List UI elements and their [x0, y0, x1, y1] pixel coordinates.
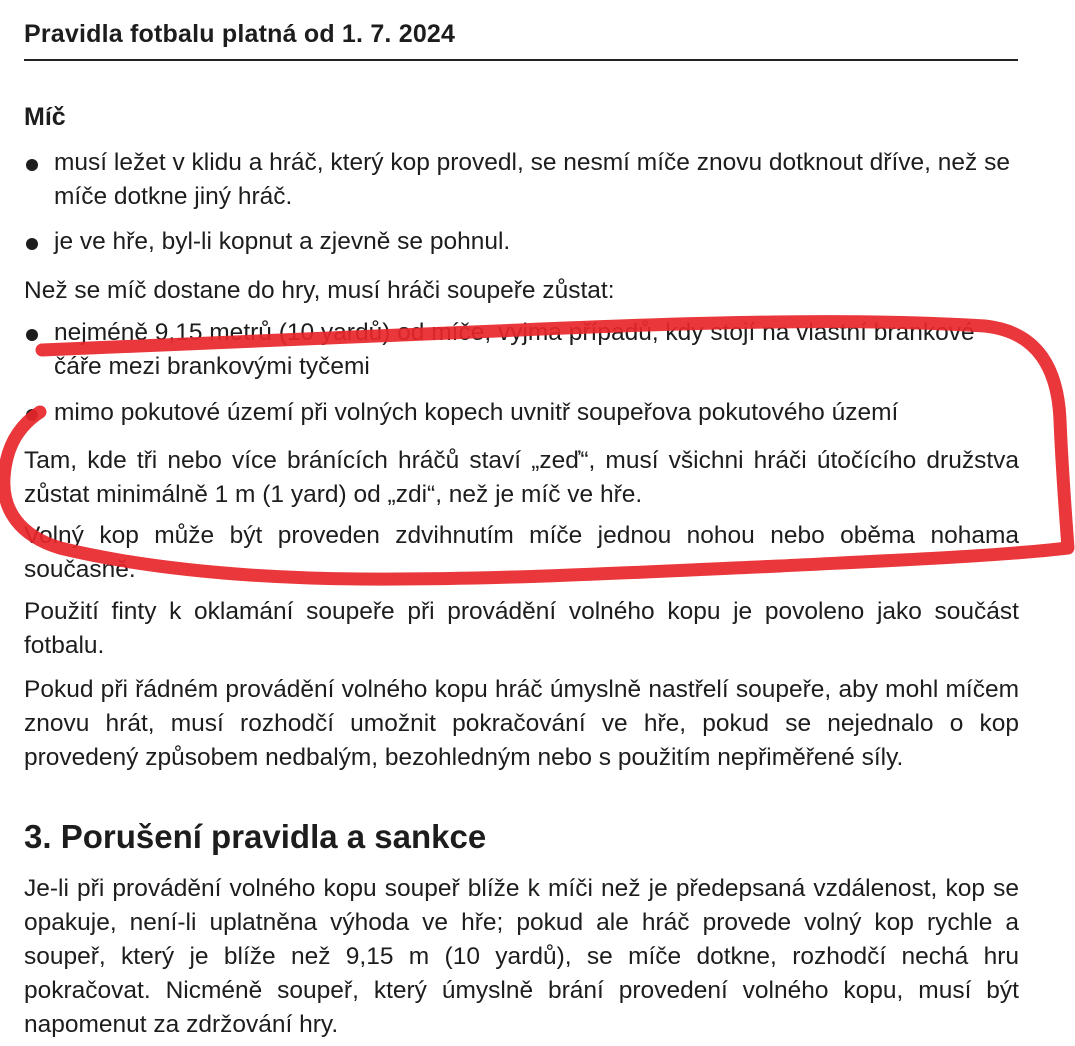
header-divider	[24, 59, 1018, 61]
section-3-heading: 3. Porušení pravidla a sankce	[24, 818, 487, 855]
lift-paragraph: Volný kop může být proveden zdvihnutím míče jednou nohou nebo oběma nohama současně.	[24, 522, 1019, 583]
deliberate-paragraph: Pokud při řádném provádění volného kopu hráč úmyslně nastřelí soupeře, aby mohl míčem znovu hrát, musí rozhodčí umožnit pokračování ve hře, pokud se nejednalo o kop provedený způsobem nedbalým, bezohledným nebo s použitím nepřiměřené síly.	[24, 676, 1019, 771]
opponents-intro: Než se míč dostane do hry, musí hráči soupeře zůstat:	[24, 277, 615, 304]
bullet-dot-icon	[26, 409, 38, 421]
bullet-dot-icon	[26, 329, 38, 341]
section-3-text: Je-li při provádění volného kopu soupeř blíže k míči než je předepsaná vzdálenost, kop se opakuje, není-li uplatněna výhoda ve hře; pokud ale hráč provede volný kop rychle a soupeř, který je blíže než 9,15 m (10 yardů), se míče dotkne, rozhodčí nechá hru pokračovat. Nicméně soupeř, který úmyslně brání provedení volného kopu, musí být napomenut za zdržování hry.	[24, 875, 1019, 1038]
page-header-title: Pravidla fotbalu platná od 1. 7. 2024	[24, 20, 456, 48]
ball-bullet-text: je ve hře, byl-li kopnut a zjevně se pohnul.	[54, 228, 511, 255]
opponents-bullet-text: mimo pokutové území při volných kopech uvnitř soupeřova pokutového území	[54, 399, 899, 426]
feint-paragraph: Použití finty k oklamání soupeře při provádění volného kopu je povoleno jako součást fotbalu.	[24, 598, 1019, 659]
bullet-dot-icon	[26, 238, 38, 250]
ball-section-heading: Míč	[24, 103, 66, 131]
opponents-bullet-text: nejméně 9,15 metrů (10 yardů) od míče, vyjma případů, kdy stojí na vlastní brankové čáře mezi brankovými tyčemi	[54, 319, 975, 380]
bullet-dot-icon	[26, 159, 38, 171]
wall-paragraph: Tam, kde tři nebo více bránících hráčů staví „zeď“, musí všichni hráči útočícího družstva zůstat minimálně 1 m (1 yard) od „zdi“, než je míč ve hře.	[24, 447, 1019, 508]
ball-bullet-text: musí ležet v klidu a hráč, který kop provedl, se nesmí míče znovu dotknout dříve, než se míče dotkne jiný hráč.	[54, 149, 1010, 210]
